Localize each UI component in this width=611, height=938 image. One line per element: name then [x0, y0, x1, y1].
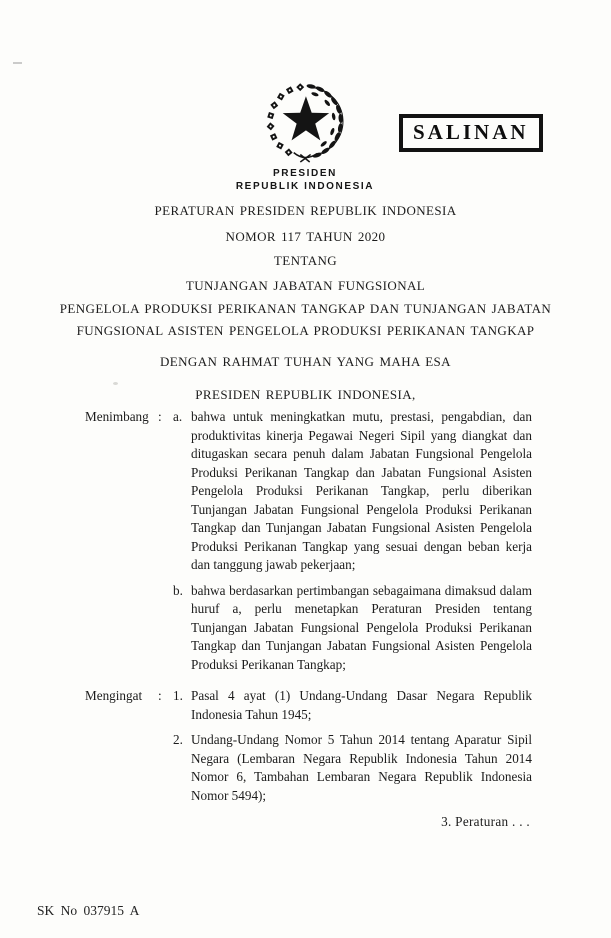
menimbang-section: [85, 408, 532, 674]
mengingat-label: Mengingat: [85, 688, 143, 703]
title-block: [0, 203, 611, 403]
regulation-number: NOMOR 117 TAHUN 2020: [225, 228, 386, 244]
institution-line-republik-indonesia: REPUBLIK INDONESIA: [235, 180, 375, 192]
mengingat-section: [85, 687, 532, 805]
page-catchword: 3. Peraturan . . .: [441, 814, 530, 829]
item-text: Pasal 4 ayat (1) Undang-Undang Dasar Negara Republik Indonesia Tahun 1945;: [191, 688, 532, 722]
item-text: Undang-Undang Nomor 5 Tahun 2014 tentang Aparatur Sipil Negara (Lembaran Negara Republik Indonesia Tahun 2014 Nomor 6, Tambahan Lembaran Negara Republik Indonesia Nomor 5494);: [191, 732, 532, 803]
sk-number-footer: SK No 037915 A: [37, 903, 140, 918]
item-marker: 2.: [173, 732, 183, 747]
salinan-stamp: [399, 114, 543, 152]
item-text: bahwa berdasarkan pertimbangan sebagaimana dimaksud dalam huruf a, perlu menetapkan Peraturan Presiden tentang Tunjangan Jabatan Fungsional Pengelola Produksi Perikanan Tangkap dan Tunjangan Jabatan Fungsional Asisten Pengelola Produksi Perikanan Tangkap;: [191, 582, 532, 672]
subject-line-3: FUNGSIONAL ASISTEN PENGELOLA PRODUKSI PERIKANAN TANGKAP: [76, 323, 535, 338]
item-marker: a.: [173, 409, 183, 424]
menimbang-item-b: [173, 582, 532, 675]
institution-header: [205, 168, 405, 193]
presidential-emblem-icon: [258, 78, 352, 168]
menimbang-item-a: [173, 408, 532, 575]
invocation-line: DENGAN RAHMAT TUHAN YANG MAHA ESA: [160, 354, 451, 369]
institution-line-presiden: PRESIDEN: [273, 168, 337, 179]
regulation-title: PERATURAN PRESIDEN REPUBLIK INDONESIA: [154, 203, 457, 218]
tentang-label: TENTANG: [273, 252, 338, 268]
mengingat-item-1: [173, 687, 532, 724]
item-marker: 1.: [173, 688, 183, 703]
subject-line-1: TUNJANGAN JABATAN FUNGSIONAL: [185, 278, 426, 293]
document-body: [85, 408, 532, 832]
menimbang-colon: :: [158, 409, 162, 424]
menimbang-label: Menimbang: [85, 409, 149, 424]
authority-line: PRESIDEN REPUBLIK INDONESIA,: [195, 386, 416, 402]
subject-line-2: PENGELOLA PRODUKSI PERIKANAN TANGKAP DAN TUNJANGAN JABATAN: [59, 300, 552, 316]
mengingat-item-2: [173, 731, 532, 805]
item-text: bahwa untuk meningkatkan mutu, prestasi, pengabdian, dan produktivitas kinerja Pegawai Negeri Sipil yang diangkat dan ditugaskan secara penuh dalam Jabatan Fungsional Pengelola Produksi Perikanan Tangkap dan Jabatan Fungsional Asisten Pengelola Produksi Perikanan Tangkap, perlu diberikan Tunjangan Jabatan Fungsional Pengelola Produksi Perikanan Tangkap dan Tunjangan Jabatan Fungsional Asisten Pengelola Produksi Perikanan Tangkap yang sesuai dengan beban kerja dan tanggung jawab pekerjaan;: [191, 409, 532, 572]
salinan-stamp-label: SALINAN: [413, 120, 529, 144]
scan-artifact-mark: [13, 62, 22, 64]
mengingat-colon: :: [158, 688, 162, 703]
item-marker: b.: [173, 582, 183, 598]
star-icon: [283, 96, 329, 140]
